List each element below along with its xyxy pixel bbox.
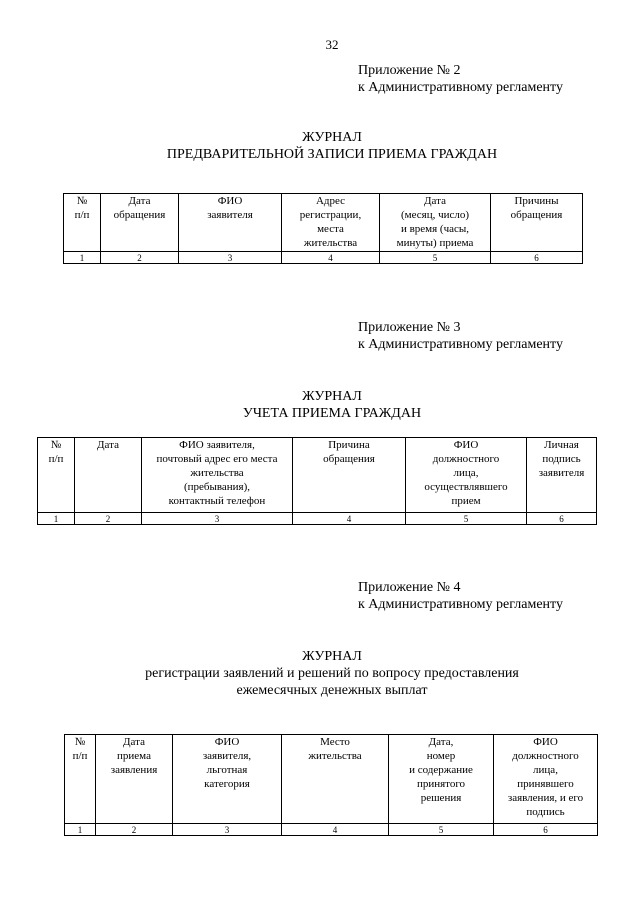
- header-cell: Причины обращения: [491, 194, 583, 252]
- header-cell: ФИО заявителя: [179, 194, 282, 252]
- journal-title-3: [0, 648, 640, 699]
- appendix-regulation: к Административному регламенту: [358, 80, 563, 95]
- header-cell: Адрес регистрации, места жительства: [282, 194, 380, 252]
- column-number-cell: 5: [389, 824, 494, 836]
- header-cell: Дата, номер и содержание принятого решения: [389, 735, 494, 824]
- column-number-cell: 1: [64, 252, 101, 264]
- appendix-label: Приложение № 3: [358, 320, 461, 335]
- header-cell: Дата приема заявления: [96, 735, 173, 824]
- table-header-row: [64, 194, 583, 252]
- header-cell: ФИО должностного лица, осуществлявшего прием: [406, 438, 527, 513]
- table-header-row: [65, 735, 598, 824]
- column-number-cell: 1: [38, 513, 75, 525]
- column-number-cell: 4: [282, 824, 389, 836]
- journal-subtitle: регистрации заявлений и решений по вопросу предоставления: [145, 666, 519, 681]
- header-cell: Место жительства: [282, 735, 389, 824]
- page-number: 32: [325, 37, 339, 52]
- header-cell: Дата (месяц, число) и время (часы, минуты) приема: [380, 194, 491, 252]
- journal-subtitle: УЧЕТА ПРИЕМА ГРАЖДАН: [242, 406, 422, 421]
- header-cell: Причина обращения: [293, 438, 406, 513]
- column-number-cell: 4: [293, 513, 406, 525]
- appendix-regulation: к Административному регламенту: [358, 597, 563, 612]
- column-number-cell: 6: [491, 252, 583, 264]
- column-number-cell: 6: [527, 513, 597, 525]
- appendix-regulation: к Административному регламенту: [358, 337, 563, 352]
- column-number-cell: 2: [101, 252, 179, 264]
- column-number-cell: 2: [75, 513, 142, 525]
- journal-table-2: [37, 437, 597, 525]
- column-number-cell: 3: [179, 252, 282, 264]
- column-number-cell: 5: [406, 513, 527, 525]
- appendix-2-heading: [358, 62, 563, 96]
- table-header-row: [38, 438, 597, 513]
- header-cell: Личная подпись заявителя: [527, 438, 597, 513]
- column-number-cell: 1: [65, 824, 96, 836]
- column-number-cell: 3: [173, 824, 282, 836]
- journal-table-3: [64, 734, 598, 836]
- journal-title: ЖУРНАЛ: [302, 649, 362, 664]
- header-cell: Дата обращения: [101, 194, 179, 252]
- column-number-cell: 3: [142, 513, 293, 525]
- journal-title-1: [0, 129, 640, 163]
- header-cell: № п/п: [64, 194, 101, 252]
- column-number-cell: 2: [96, 824, 173, 836]
- column-number-cell: 4: [282, 252, 380, 264]
- appendix-label: Приложение № 4: [358, 580, 461, 595]
- header-cell: ФИО заявителя, льготная категория: [173, 735, 282, 824]
- column-number-cell: 6: [494, 824, 598, 836]
- journal-subtitle-continued: ежемесячных денежных выплат: [236, 683, 428, 698]
- column-number-cell: 5: [380, 252, 491, 264]
- table-number-row: [38, 513, 597, 525]
- header-cell: № п/п: [38, 438, 75, 513]
- header-cell: № п/п: [65, 735, 96, 824]
- journal-title: ЖУРНАЛ: [302, 130, 362, 145]
- header-cell: ФИО заявителя, почтовый адрес его места жительства (пребывания), контактный телефон: [142, 438, 293, 513]
- journal-title: ЖУРНАЛ: [302, 389, 362, 404]
- journal-title-2: [0, 388, 640, 422]
- appendix-label: Приложение № 2: [358, 63, 461, 78]
- journal-table-1: [63, 193, 583, 264]
- table-number-row: [65, 824, 598, 836]
- table-number-row: [64, 252, 583, 264]
- header-cell: ФИО должностного лица, принявшего заявления, и его подпись: [494, 735, 598, 824]
- header-cell: Дата: [75, 438, 142, 513]
- journal-subtitle: ПРЕДВАРИТЕЛЬНОЙ ЗАПИСИ ПРИЕМА ГРАЖДАН: [166, 147, 498, 162]
- appendix-4-heading: [358, 579, 563, 613]
- appendix-3-heading: [358, 319, 563, 353]
